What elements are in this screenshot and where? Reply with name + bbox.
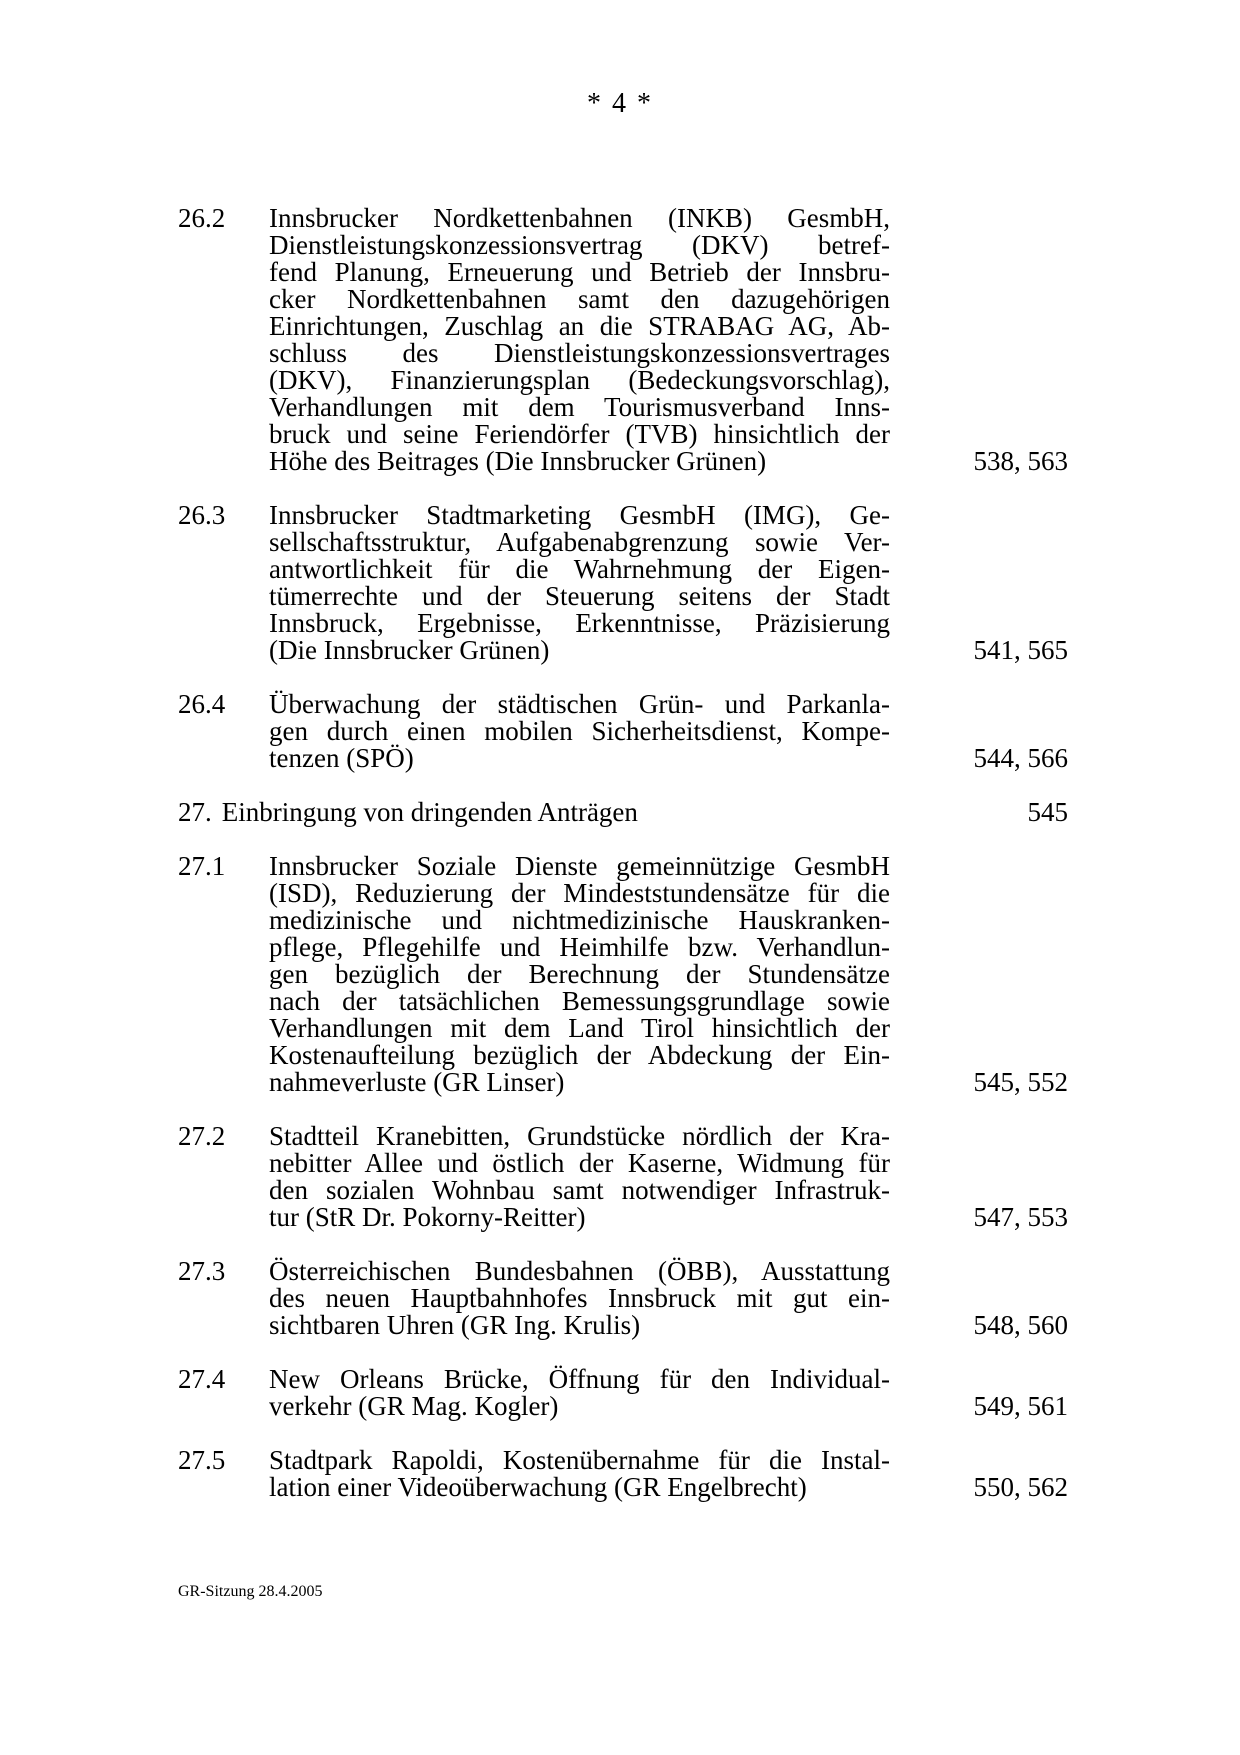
toc-entry-line: tur (StR Dr. Pokorny-Reitter) [269,1202,586,1232]
toc-entry-line: Innsbrucker Stadtmarketing GesmbH (IMG), Ge- [269,500,890,530]
toc-entry [178,691,1068,772]
toc-entry-line: Innsbrucker Nordkettenbahnen (INKB) GesmbH, [269,203,890,233]
toc-entry-line: tenzen (SPÖ) [269,743,414,773]
toc-entry-pages: 545, 552 [973,1067,1068,1097]
toc-entry-text [269,1366,890,1420]
toc-entry-text [269,691,890,772]
toc-entry-line: tümerrechte und der Steuerung seitens der Stadt [269,581,890,611]
toc-entry-line: gen durch einen mobilen Sicherheitsdienst, Kompe- [269,716,890,746]
toc-entry-line: medizinische und nichtmedizinische Hauskranken- [269,905,890,935]
toc-entry-line: Innsbrucker Soziale Dienste gemeinnützige GesmbH [269,851,890,881]
toc-entry-line: bruck und seine Feriendörfer (TVB) hinsichtlich der [269,419,890,449]
toc-entry-pages: 549, 561 [973,1391,1068,1421]
toc-entry-pages: 544, 566 [973,743,1068,773]
toc-entry-pages: 538, 563 [973,446,1068,476]
toc-entry-line: Höhe des Beitrages (Die Innsbrucker Grünen) [269,446,767,476]
toc-entry-number: 27.5 [178,1445,226,1475]
toc-entry [178,853,1068,1096]
toc-entry-line: lation einer Videoüberwachung (GR Engelbrecht) [269,1472,807,1502]
toc-entry-line: antwortlichkeit für die Wahrnehmung der Eigen- [269,554,890,584]
toc-entry-text [269,1447,890,1501]
toc-entry-line: schluss des Dienstleistungskonzessionsvertrages [269,338,890,368]
toc-entry-line: Überwachung der städtischen Grün- und Parkanla- [269,689,890,719]
toc-entry-line: (Die Innsbrucker Grünen) [269,635,550,665]
toc-entry-line: nahmeverluste (GR Linser) [269,1067,565,1097]
toc-entry-line: Österreichischen Bundesbahnen (ÖBB), Ausstattung [269,1256,890,1286]
toc-entry-number: 27.2 [178,1121,226,1151]
toc-entry-line: Kostenaufteilung bezüglich der Abdeckung der Ein- [269,1040,890,1070]
toc-section-heading [178,799,1068,826]
toc-entry-pages: 545 [1027,797,1068,827]
toc-entry-line: Stadtteil Kranebitten, Grundstücke nördlich der Kra- [269,1121,890,1151]
toc-entry-pages: 541, 565 [973,635,1068,665]
toc-entry-number: 26.2 [178,203,226,233]
toc-entry-line: des neuen Hauptbahnhofes Innsbruck mit gut ein- [269,1283,890,1313]
toc-entry-line: fend Planung, Erneuerung und Betrieb der Innsbru- [269,257,890,287]
toc-entry-line: pflege, Pflegehilfe und Heimhilfe bzw. Verhandlun- [269,932,890,962]
toc-entry-number: 27.4 [178,1364,226,1394]
toc-entry-number: 26.3 [178,500,226,530]
toc-entry-pages: 548, 560 [973,1310,1068,1340]
footer: GR-Sitzung 28.4.2005 [178,1583,323,1600]
toc-entry-number: 27.1 [178,851,226,881]
table-of-contents [178,205,1068,1528]
toc-entry-line: nebitter Allee und östlich der Kaserne, Widmung für [269,1148,890,1178]
toc-entry-number: 27.3 [178,1256,226,1286]
toc-entry [178,799,1068,826]
toc-entry [178,1366,1068,1420]
toc-entry-line: Einrichtungen, Zuschlag an die STRABAG AG, Ab- [269,311,890,341]
toc-entry-line: Dienstleistungskonzessionsvertrag (DKV) betref- [269,230,890,260]
toc-entry-line: (ISD), Reduzierung der Mindeststundensätze für die [269,878,890,908]
toc-entry-line: nach der tatsächlichen Bemessungsgrundlage sowie [269,986,890,1016]
toc-entry-text [269,1123,890,1231]
toc-entry-line: New Orleans Brücke, Öffnung für den Individual- [269,1364,890,1394]
toc-entry-line: Innsbruck, Ergebnisse, Erkenntnisse, Präzisierung [269,608,890,638]
toc-entry-line: Verhandlungen mit dem Land Tirol hinsichtlich der [269,1013,890,1043]
toc-entry [178,1123,1068,1231]
toc-entry-line: sichtbaren Uhren (GR Ing. Krulis) [269,1310,641,1340]
toc-entry [178,205,1068,475]
toc-entry-line: cker Nordkettenbahnen samt den dazugehörigen [269,284,890,314]
toc-entry-text [269,205,890,475]
toc-entry-line: sellschaftsstruktur, Aufgabenabgrenzung sowie Ver- [269,527,890,557]
toc-entry-text [269,853,890,1096]
toc-entry-number: 27. [178,797,212,827]
toc-entry-number: 26.4 [178,689,226,719]
toc-entry-line: Stadtpark Rapoldi, Kostenübernahme für die Instal- [269,1445,890,1475]
toc-entry-line: gen bezüglich der Berechnung der Stundensätze [269,959,890,989]
toc-entry-line: verkehr (GR Mag. Kogler) [269,1391,559,1421]
toc-entry-title: Einbringung von dringenden Anträgen [221,797,638,827]
toc-entry-line: (DKV), Finanzierungsplan (Bedeckungsvorschlag), [269,365,890,395]
toc-entry-text [269,1258,890,1339]
toc-entry [178,1447,1068,1501]
page-number: * 4 * [587,88,653,119]
toc-entry-text [269,502,890,664]
toc-entry-pages: 550, 562 [973,1472,1068,1502]
toc-entry-pages: 547, 553 [973,1202,1068,1232]
toc-entry [178,502,1068,664]
toc-entry-line: den sozialen Wohnbau samt notwendiger Infrastruk- [269,1175,890,1205]
toc-entry-line: Verhandlungen mit dem Tourismusverband Inns- [269,392,890,422]
toc-entry [178,1258,1068,1339]
